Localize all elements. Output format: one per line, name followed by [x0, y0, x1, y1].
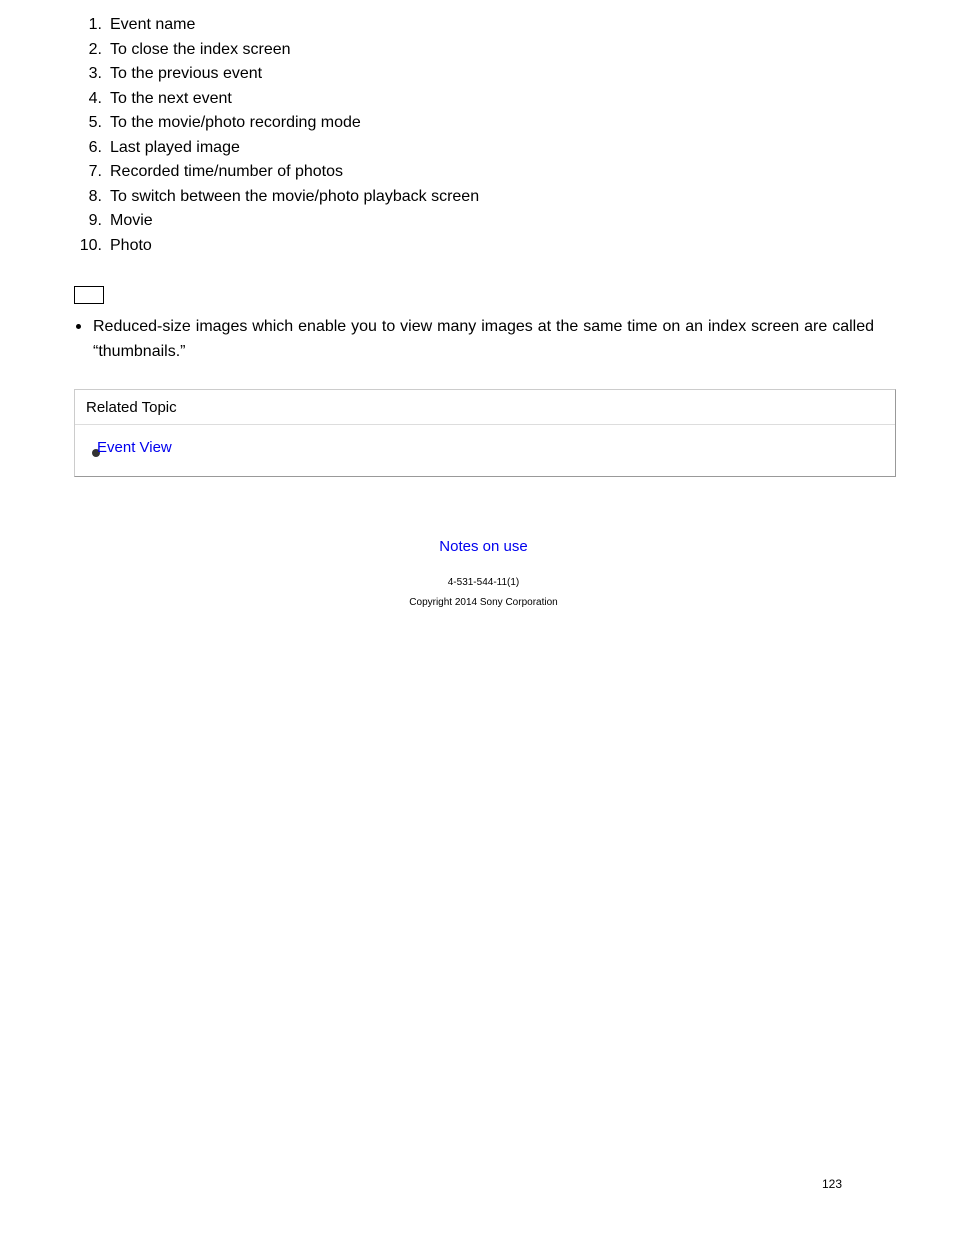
list-item [74, 87, 479, 112]
list-item [74, 62, 479, 87]
hint-item [74, 314, 874, 364]
copyright-text: Copyright 2014 Sony Corporation [409, 597, 558, 608]
notes-on-use-link[interactable]: Notes on use [439, 538, 528, 555]
list-item-number: 9. [88, 212, 102, 229]
list-item-text: Photo [110, 236, 152, 254]
list-item [74, 209, 479, 234]
list-item-number: 10. [79, 236, 102, 254]
document-code: 4-531-544-11(1) [447, 577, 520, 588]
related-topic-header: Related Topic [75, 390, 895, 425]
hint-text: Reduced-size images which enable you to view many images at the same time on an index screen are called “thumbnails.” [93, 318, 874, 360]
related-topic-box [74, 389, 896, 477]
list-item-number: 6. [88, 138, 102, 156]
bullet-icon [76, 324, 81, 329]
list-item-text: To the next event [110, 89, 232, 107]
list-item-number: 2. [88, 40, 102, 58]
list-item-text: Movie [110, 212, 153, 229]
list-item [74, 160, 479, 185]
list-item-number: 8. [88, 187, 102, 205]
list-item [74, 136, 479, 161]
list-item-text: To the previous event [110, 65, 263, 82]
hint-list [74, 314, 874, 364]
list-item-text: To close the index screen [110, 40, 291, 58]
list-item-number: 5. [88, 114, 102, 131]
list-item-text: Event name [110, 16, 196, 33]
list-item [74, 234, 479, 259]
list-item [74, 13, 479, 38]
list-item [74, 111, 479, 136]
legend-list [74, 13, 479, 258]
list-item-text: To switch between the movie/photo playback screen [110, 187, 480, 205]
list-item [74, 185, 479, 210]
list-item [74, 38, 479, 63]
list-item-number: 3. [88, 65, 102, 82]
list-item-number: 4. [88, 89, 102, 107]
event-view-link[interactable]: Event View [97, 439, 172, 456]
list-item-text: Last played image [110, 138, 240, 156]
related-topic-row [75, 425, 895, 475]
list-item-number: 1. [88, 16, 102, 33]
list-item-text: To the movie/photo recording mode [110, 114, 361, 131]
list-item-text: Recorded time/number of photos [110, 163, 344, 180]
list-item-number: 7. [88, 163, 102, 180]
page-number: 123 [821, 1177, 842, 1191]
hint-icon-placeholder [74, 286, 104, 304]
